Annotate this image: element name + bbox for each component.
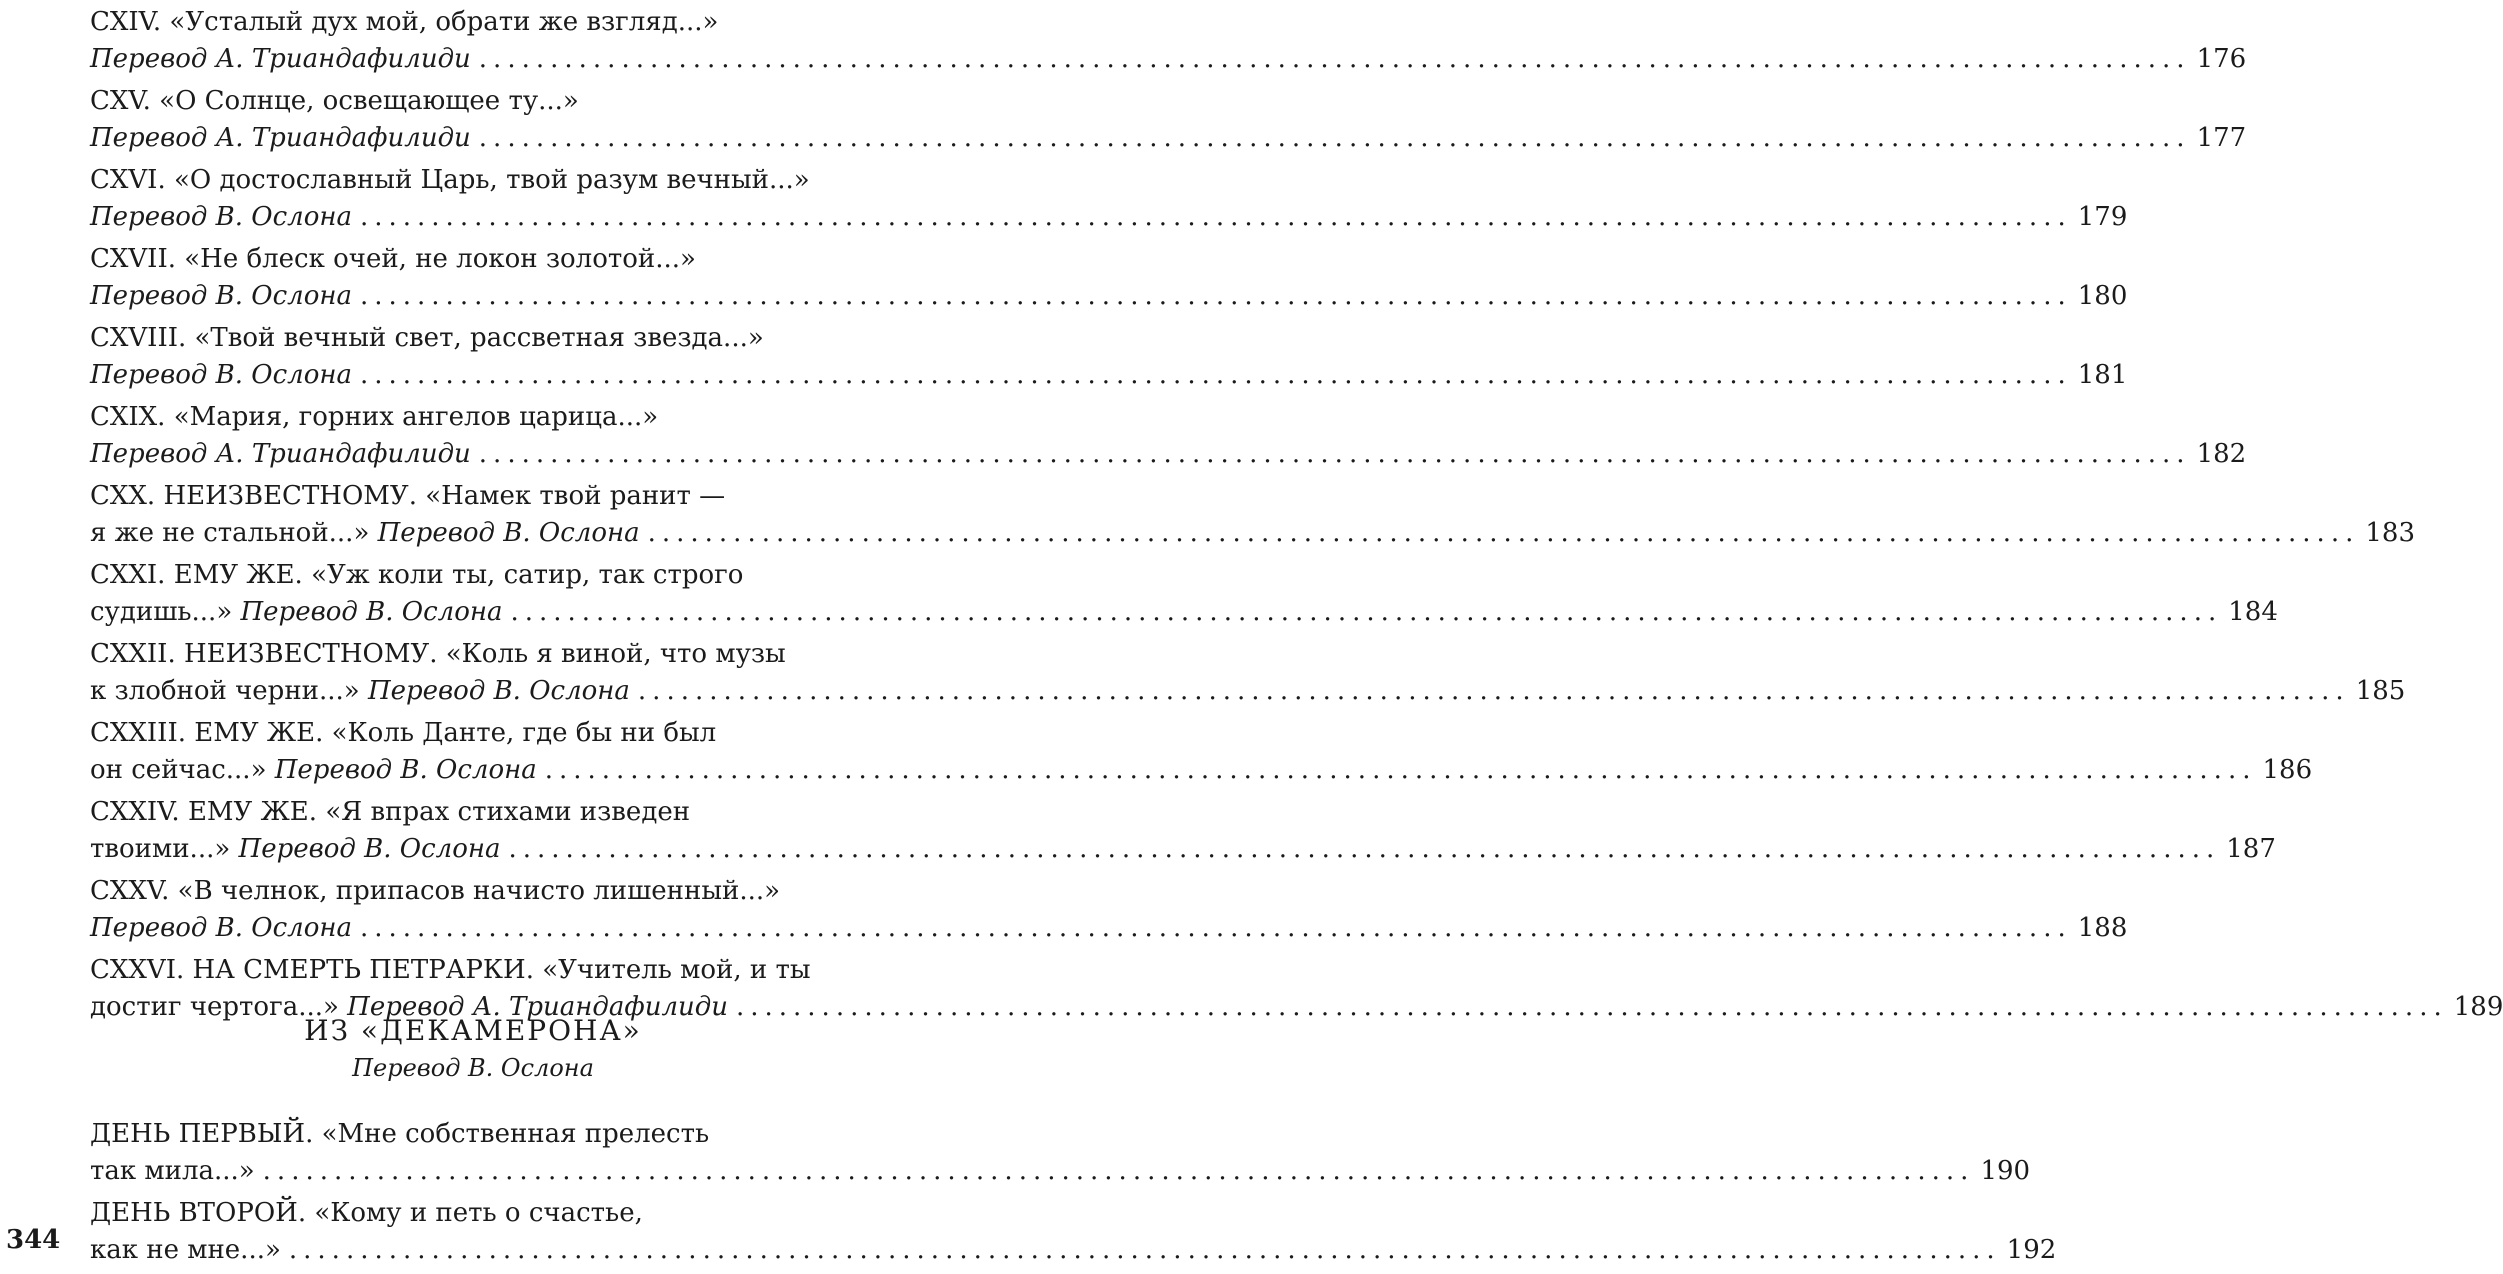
entry-page-number: 179 [2077, 202, 2128, 232]
entry-translator: Перевод А. Триандафилиди [90, 439, 471, 469]
entry-leader-line [90, 41, 2247, 78]
entry-lead [90, 594, 502, 631]
entry-translator: Перевод В. Ослона [90, 281, 352, 311]
entry-leader-line [90, 831, 2276, 868]
entry-translator: Перевод В. Ослона [90, 913, 352, 943]
entry-title: CXXI. ЕМУ ЖЕ. «Уж коли ты, сатир, так строго [90, 560, 744, 590]
dot-leader: ........................................................................................................................ [544, 755, 2257, 785]
entry-leader-line [90, 436, 2247, 473]
dot-leader: ........................................................................................................................ [288, 1235, 2001, 1265]
entry-title: CXVI. «О достославный Царь, твой разум вечный...» [90, 165, 810, 195]
toc-entry [90, 4, 2247, 78]
entry-title: CXIV. «Усталый дух мой, обрати же взгляд...» [90, 7, 719, 37]
entry-lead [90, 1153, 255, 1190]
entry-translator: Перевод А. Триандафилиди [90, 123, 471, 153]
toc-entry [90, 715, 2313, 789]
entry-title: CXVII. «Не блеск очей, не локон золотой...» [90, 244, 696, 274]
entry-page-number: 189 [2453, 992, 2503, 1022]
dot-leader: ........................................................................................................................ [478, 44, 2191, 74]
dot-leader: ........................................................................................................................ [478, 439, 2191, 469]
entry-continuation: он сейчас...» [90, 755, 267, 785]
toc-entry [90, 557, 2278, 631]
dot-leader: ........................................................................................................................ [478, 123, 2191, 153]
entry-translator: Перевод В. Ослона [238, 834, 501, 864]
entry-lead [90, 41, 471, 78]
entry-page-number: 190 [1980, 1156, 2031, 1186]
entry-title: CXXII. НЕИЗВЕСТНОМУ. «Коль я виной, что музы [90, 639, 786, 669]
dot-leader: ........................................................................................................................ [508, 834, 2221, 864]
entry-title: CXX. НЕИЗВЕСТНОМУ. «Намек твой ранит — [90, 481, 726, 511]
entry-continuation: достиг чертога...» [90, 992, 339, 1022]
entry-continuation: как не мне...» [90, 1235, 281, 1265]
entry-title: CXIX. «Мария, горних ангелов царица...» [90, 402, 659, 432]
entry-page-number: 192 [2006, 1235, 2057, 1265]
toc-entry [90, 1195, 2057, 1269]
section-title: ИЗ «ДЕКАМЕРОНА» [304, 1014, 642, 1047]
entry-leader-line [90, 515, 2415, 552]
entry-lead [90, 515, 640, 552]
toc-entry [90, 83, 2247, 157]
entry-lead [90, 1232, 281, 1269]
entry-leader-line [90, 752, 2313, 789]
entry-leader-line [90, 1232, 2057, 1269]
entry-leader-line [90, 120, 2247, 157]
dot-leader: ........................................................................................................................ [359, 360, 2072, 390]
entry-leader-line [90, 199, 2128, 236]
toc-entry [90, 399, 2247, 473]
entry-title: ДЕНЬ ПЕРВЫЙ. «Мне собственная прелесть [90, 1119, 710, 1149]
entry-page-number: 177 [2196, 123, 2247, 153]
entry-leader-line [90, 278, 2128, 315]
dot-leader: ........................................................................................................................ [735, 992, 2448, 1022]
toc-entry [90, 636, 2406, 710]
dot-leader: ........................................................................................................................ [647, 518, 2360, 548]
dot-leader: ........................................................................................................................ [359, 202, 2072, 232]
dot-leader: ........................................................................................................................ [359, 913, 2072, 943]
toc-entry [90, 873, 2128, 947]
entry-title: ДЕНЬ ВТОРОЙ. «Кому и петь о счастье, [90, 1198, 643, 1228]
toc-entry [90, 162, 2128, 236]
entry-translator: Перевод В. Ослона [90, 202, 352, 232]
entry-lead [90, 120, 471, 157]
section-toc-list [90, 1116, 2057, 1274]
dot-leader: ........................................................................................................................ [262, 1156, 1975, 1186]
entry-page-number: 181 [2077, 360, 2128, 390]
toc-list [90, 4, 2503, 1031]
entry-title: CXXIII. ЕМУ ЖЕ. «Коль Данте, где бы ни был [90, 718, 717, 748]
entry-leader-line [90, 594, 2278, 631]
entry-lead [90, 673, 630, 710]
entry-title: CXXIV. ЕМУ ЖЕ. «Я впрах стихами изведен [90, 797, 691, 827]
entry-page-number: 187 [2226, 834, 2276, 864]
entry-translator: Перевод А. Триандафилиди [347, 992, 728, 1022]
entry-page-number: 183 [2365, 518, 2415, 548]
entry-lead [90, 278, 352, 315]
entry-continuation: так мила...» [90, 1156, 255, 1186]
entry-title: CXXVI. НА СМЕРТЬ ПЕТРАРКИ. «Учитель мой, и ты [90, 955, 811, 985]
entry-page-number: 176 [2196, 44, 2247, 74]
entry-leader-line [90, 673, 2406, 710]
toc-entry [90, 241, 2128, 315]
entry-lead [90, 910, 352, 947]
entry-lead [90, 357, 352, 394]
entry-leader-line [90, 357, 2128, 394]
entry-lead [90, 436, 471, 473]
dot-leader: ........................................................................................................................ [637, 676, 2350, 706]
entry-title: CXXV. «В челнок, припасов начисто лишенный...» [90, 876, 781, 906]
entry-page-number: 180 [2077, 281, 2128, 311]
entry-continuation: я же не стальной...» [90, 518, 370, 548]
page-number: 344 [6, 1225, 61, 1255]
entry-continuation: твоими...» [90, 834, 231, 864]
toc-entry [90, 478, 2415, 552]
entry-page-number: 182 [2196, 439, 2247, 469]
entry-page-number: 186 [2262, 755, 2313, 785]
entry-continuation: к злобной черни...» [90, 676, 360, 706]
dot-leader: ........................................................................................................................ [510, 597, 2223, 627]
entry-page-number: 184 [2228, 597, 2278, 627]
entry-lead [90, 752, 537, 789]
entry-translator: Перевод В. Ослона [377, 518, 640, 548]
entry-page-number: 185 [2355, 676, 2406, 706]
entry-title: CXVIII. «Твой вечный свет, рассветная звезда...» [90, 323, 764, 353]
entry-continuation: судишь...» [90, 597, 233, 627]
toc-entry [90, 794, 2276, 868]
dot-leader: ........................................................................................................................ [359, 281, 2072, 311]
entry-leader-line [90, 910, 2128, 947]
entry-translator: Перевод А. Триандафилиди [90, 44, 471, 74]
entry-lead [90, 831, 501, 868]
entry-lead [90, 199, 352, 236]
entry-translator: Перевод В. Ослона [90, 360, 352, 390]
entry-leader-line [90, 1153, 2031, 1190]
entry-translator: Перевод В. Ослона [240, 597, 503, 627]
entry-translator: Перевод В. Ослона [274, 755, 537, 785]
toc-entry [90, 1116, 2031, 1190]
section-subtitle: Перевод В. Ослона [352, 1054, 594, 1082]
toc-entry [90, 320, 2128, 394]
entry-translator: Перевод В. Ослона [367, 676, 630, 706]
entry-page-number: 188 [2077, 913, 2128, 943]
entry-title: CXV. «О Солнце, освещающее ту...» [90, 86, 579, 116]
